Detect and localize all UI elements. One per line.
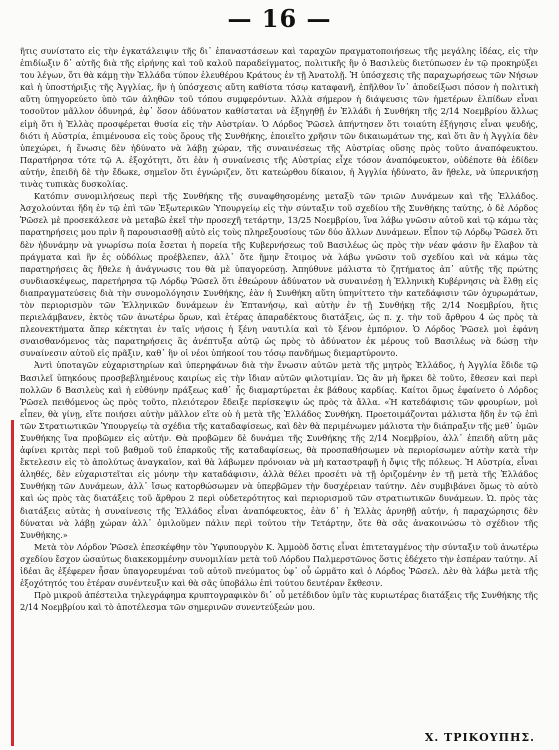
margin-highlight-bar — [11, 420, 14, 746]
paragraph-3: Ἀντὶ ὑποταγῶν εὐχαριστηρίων καὶ ὑπερηφάνων διὰ τὴν ἕνωσιν αὐτῶν μετὰ τῆς μητρὸς Ἑλλάδος, ἡ Ἀγγλία ἔδιδε τῷ Βασιλεῖ ὑπηκόους προσβεβλημένους καιρίως εἰς τὴν ἴδιαν αὐτῶν φιλοτιμίαν. Ὡς ἂν μὴ ἤρκει δὲ τοῦτο, ἔθεσεν καὶ περὶ πολλῶν δ Βασιλεὺς καὶ ἡ εὐθύνην πράξεως καθ᾽ ἧς διαμαρτύρεται ἐκ βάθους καρδίας. Καίτοι ὅμως ἐφαίνετο ὁ Λόρδος Ῥῶσελ πειθόμενος ὡς πρὸς τοῦτο, πλειότερον ἔδειξε περίσκεψιν ὡς πρὸς τὰ ἄλλα. «Ἡ κατεδάφισις τῶν φρουρίων, μοὶ εἶπεν, θὰ γίνῃ, εἴτε ποιήσει αὐτὴν μᾶλλον εἴτε οὐ ἡ μετὰ τῆς Ἑλλάδος Συνθήκη. Προετοιμάζονται μάλιστα ἤδη ἐν τῷ ἐπὶ τῶν Στρατιωτικῶν Ὑπουργείῳ τὰ σχέδια τῆς καταδαφίσεως, καὶ δὲν θὰ περιμένωμεν μάλιστα τὴν διάπραξιν τῆς μεθ᾽ ὑμῶν Συνθήκης ἵνα προβῶμεν εἰς αὐτήν. Θὰ προβῶμεν δὲ δυνάμει τῆς Συνθήκης τῆς 2/14 Νοεμβρίου, ἀλλ᾽ ἐπειδὴ αὕτη μᾶς ἀφίνει κριτὰς περὶ τοῦ βαθμοῦ τοῦ ἐπαρκοῦς τῆς καταδαφίσεως, θὰ προσπαθήσωμεν νὰ περιορίσωμεν αὐτὴν κατὰ τὴν ἔκτελεσιν εἰς τὸ ἀπολύτως ἀναγκαῖον, καὶ θὰ λάβωμεν πρόνοιαν νὰ μὴ καταστραφῇ ἡ ὄψις τῆς πόλεως. Ἡ Αὐστρία, εἶναι ἀληθές, δὲν εὐχαριστεῖται εἰς μόνην τὴν καταδάφισιν, ἀλλὰ θέλει προσέτι νὰ τῇ ὁριζομένην ἐν τῇ μετὰ τῆς Ἑλλάδος Συνθήκῃ τῶν Δυνάμεων, ἀλλ᾽ ἴσως κατορθώσωμεν νὰ ὑπερβῶμεν τὴν δυσχέρειαν ταύτην. Δὲν συμβιβάνει ὅμως τὸ αὐτὸ καὶ ὡς πρὸς τὰς διατάξεις τοῦ ἄρθρου 2 περὶ οὐδετερότητος καὶ περιορισμοῦ τῶν στρατιωτικῶν δυνάμεων. Ὡ. πρὸς τὰς διατάξεις αὐτὰς ἡ συναίνεσις τῆς Ἑλλάδος εἶναι ἀναπόφευκτος, ἐὰν δ᾽ ἡ Ἑλλὰς ἀρνηθῇ αὐτήν, ἡ παραχώρησις δὲν δύναται νὰ λάβῃ χώραν ἀλλ᾽ ὁμιλοῦμεν πάλιν περὶ τούτου τὴν Τετάρτην, ὅτε θὰ σᾶς ἀνακοινώσω τὸ σχέδιον τῆς Συνθήκης.» — [20, 360, 538, 540]
paragraph-2: Κατόπιν συνομιλήσεως περὶ τῆς Συνθήκης τῆς συναφθησομένης μεταξὺ τῶν τριῶν Δυνάμεων καὶ τῆς Ἑλλάδος. Ἀσχολούνται ἤδη ἐν τῷ ἐπὶ τῶν Ἐξωτερικῶν Ὑπουργείῳ εἰς τὴν σύνταξιν τοῦ σχεδίου τῆς Συνθήκης ταύτης, ὁ δὲ Λόρδος Ῥῶσελ μὲ προσεκάλεσε νὰ μεταβῶ ἐκεῖ τὴν προσεχῆ τετάρτην, 13/25 Νοεμβρίου, ἵνα λάβω γνῶσιν αὐτοῦ καὶ τῷ κάμω τὰς παρατηρήσεις μου πρὶν ἢ παρουσιασθῇ αὐτὸ εἰς τοὺς πληρεξουσίους τῶν δύο ἄλλων Δυνάμεων. Εἶπον τῷ Λόρδῳ Ῥῶσελ ὅτι δὲν ἠδυνάμην νὰ γνωρίσω ποία ἔσεται ἡ πορεία τῆς Κυβερνήσεως τοῦ Βασιλέως ὡς πρὸς τὴν νέαν φάσιν ἣν ἔλαβον τὰ πράγματα καὶ ἣν ἐς οὐδόλως προέβλεπεν, ἀλλ᾽ ὅτε ἤμην ἕτοιμος νὰ λάβω γνῶσιν τοῦ σχεδίου καὶ νὰ κάμω τὰς παρατηρήσεις ἃς ἤθελε ἡ ἀνάγνωσις του θὰ μὲ ὑπαγορεύσῃ. Ἀπηύθυνε μάλιστα τὸ ζητήματος ἀπ᾽ αὐτῆς τῆς πρώτης συνδιασκέψεως, παρετήρησα τῷ Λόρδῳ Ῥῶσελ ὅτι ἐθεώρουν ἀδύνατον νὰ συναινέσῃ ἡ Ἑλληνικὴ Κυβέρνησις νὰ ἔλθῃ εἰς διαπραγματεύσεις διὰ τὴν συνομολόγησιν Συνθήκης, ἐὰν ἡ Συνθήκη αὕτη ὑπηνίττετο τὴν κατεδάφισιν τῶν ὀχυρωμάτων, τὸν περιορισμὸν τῶν Ἑλληνικῶν δυνάμεων ἐν Ἑπτανήσῳ, καὶ αὐτὴν ἐν τῇ Συνθήκῃ τῆς 2/14 Νοεμβρίου, ἥτις περιελάμβανεν, ἐκτὸς τῶν ἀνωτέρω ὅρων, καὶ ἑτέρας ἀπαραδέκτους διατάξεις, ὡς π. χ. τὴν τοῦ ἄρθρου 4 ὡς πρὸς τὰ πλεονεκτήματα ἅπερ κέκτηται ἐν ταῖς νήσοις ἡ ξένη ναυτιλία καὶ τὸ ξένον ἐμπόριον. Ὁ Λόρδος Ῥῶσελ μοὶ ἐφάνη σναισθανόμενος τὰς παρατηρήσεις ἃς ἀνέπτυξα αὐτῷ ὡς πρὸς τὸ ἀδύνατον ἐκ μέρους τοῦ Βασιλέως νὰ δώσῃ τὴν συναίνεσιν αὐτοῦ εἰς πρᾶξιν, καθ᾽ ἣν οἱ νέοι ὑπήκοοί του τόσῳ πανδήμως διεμαρτύροντο. — [20, 191, 538, 359]
signature: Χ. ΤΡΙΚΟΥΠΗΣ. — [424, 731, 535, 744]
page-number: — 16 — — [227, 4, 332, 33]
paragraph-5: Πρὸ μικροῦ ἀπέστειλα τηλεγράφημα κρυπτογραφικὸν δι᾽ οὗ μετέδιδον ὑμῖν τὰς κυριωτέρας διατάξεις τῆς Συνθήκης τῆς 2/14 Νοεμβρίου καὶ τὸ ἀποτέλεσμα τῶν σημερινῶν συνεντεύξεών μου. — [20, 590, 538, 613]
document-body — [20, 45, 538, 613]
paragraph-1: ῆτις συνίστατο εἰς τὴν ἐγκατάλειψιν τῆς δι᾽ ἐπαναστάσεων καὶ ταραχῶν πραγματοποιήσεως τῆς μεγάλης ἰδέας, εἰς τὴν ἐπιδίωξιν δ᾽ αὐτῆς διὰ τῆς εἰρήνης καὶ τοῦ καλοῦ παραδείγματος, πολιτικῆς ἣν ὁ Βασιλεὺς διετύπωσεν ἐν τῷ προκηρύξει του λέγων, ὅτι θὰ κάμῃ τὴν Ἑλλάδα τύπον ἐλευθέρου Κράτους ἐν τῇ Ἀνατολῇ. Ἡ ὑπόσχεσις τῆς παραχωρήσεως τῶν Νήσων καὶ ἡ ὑποστήριξις τῆς Ἀγγλίας, ἣν ἡ ὑπόσχεσις αὕτη καθίστα τόσῳ καταφανῆ, ἐπῆλθον ἵν᾽ ἀποδείξωσι πόσον ἡ πολιτικὴ αὕτη ὑπηγορεύετο ὑπὸ τῶν ἀληθῶν τοῦ τόπου συμφερόντων. Ἀλλὰ σήμερον ἡ διάψευσις τῶν ἡμετέρων ἐλπίδων εἶναι τοσοῦτον μᾶλλον ὀδυνηρά, ἐφ᾽ ὅσον ἀδύνατον καθίσταται νὰ ἐξηγηθῇ ἐν Ἑλλάδι ἡ Συνθήκη τῆς 2/14 Νοεμβρίου ἄλλως εἰμὴ ὅτι ἡ Ἑλλὰς προσφέρεται θυσία εἰς τὴν Αὐστρίαν. Ὁ Λόρδος Ῥῶσελ ἀπήντησεν ὅτι τοιαύτη ἐξήγησις εἶναι ψευδής, διότι ἡ Αὐστρία, ἐπιμένουσα εἰς τοὺς ὅρους τῆς Συνθήκης, ἐποιεῖτο χρῆσιν τῶν δικαιωμάτων της, καὶ ὅτι ἂν ἡ Ἀγγλία δὲν ὑπεχώρει, ἡ ἕνωσις δὲν ἠδύνατο νὰ λάβῃ χώραν, τῆς συναινέσεως τῆς Αὐστρίας οὔσης πρὸς τοῦτο ἀναπόφευκτου. Παρατήρησα τότε τῷ Α. ἐξοχότητι, ὅτι ἐὰν ἡ συναίνεσις τῆς Αὐστρίας εἶχε τόσον ἀναπόφευκτον, οὐδέποτε θὰ ἐδίδεν αὐτήν, ἐπειδὴ δὲ τὴν ἔδωκε, σημεῖον ὅτι ἐγνώριζεν, ὅτι κατεώρθου δίκαιον, ἡ Ἀγγλία ἠδύνατο, ἂν ἤθελε, νὰ ὑπερνικήσῃ τινὰς τυπικὰς δυσκολίας. — [20, 46, 538, 190]
paragraph-4: Μετὰ τὸν Λόρδον Ῥῶσελ ἐπεσκέφθην τὸν Ὑφυπουργὸν Κ. Ἁμμοὸδ ὅστις εἶναι ἐπιτεταγμένος τὴν σύνταξιν τοῦ ἀνωτέρω σχεδίου ἔσχον ὡσαύτως διακεκομμένην συνομιλίαν μετὰ τοῦ Λόρδου Παλμερστῶνος ὅστις ἐδέχετο τὴν ἑσπέραν ταύτην. Αἱ ἰδέαι ἃς ἐξέφερεν ἦσαν ὑπαγορευμέναι τοῦ αὐτοῦ πνεύματος ὑφ᾽ οὗ ὡρμᾶτο καὶ ὁ Λόρδος Ῥῶσελ. Δὲν θὰ λάβω μετὰ τῆς ἐξοχότητός του ἑτέραν συνέντευξιν καὶ θὰ σᾶς ὑποβάλω ἐπὶ τούτου δευτέραν ἔκθεσιν. — [20, 541, 538, 589]
